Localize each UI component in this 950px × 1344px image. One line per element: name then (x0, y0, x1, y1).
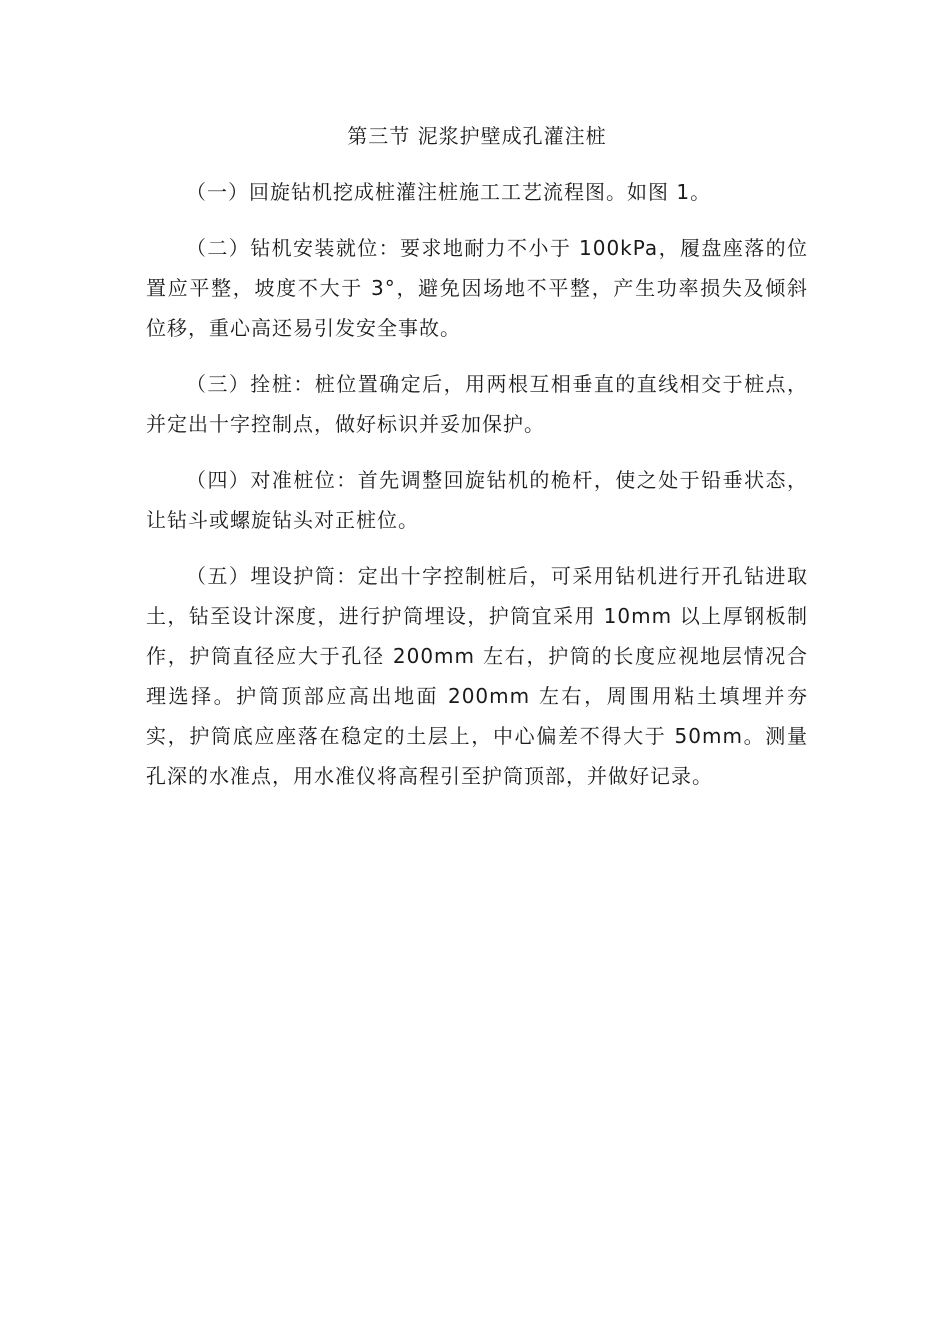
section-title: 第三节 泥浆护壁成孔灌注桩 (347, 124, 607, 148)
paragraph-2: （二）钻机安装就位：要求地耐力不小于 100kPa，履盘座落的位置应平整，坡度不大于 3°，避免因场地不平整，产生功率损失及倾斜位移，重心高还易引发安全事故。 (146, 236, 808, 340)
paragraph-4: （四）对准桩位：首先调整回旋钻机的桅杆，使之处于铅垂状态，让钻斗或螺旋钻头对正桩位。 (146, 468, 808, 532)
document-body (146, 116, 808, 796)
paragraph-1: （一）回旋钻机挖成桩灌注桩施工工艺流程图。如图 1。 (186, 180, 712, 204)
paragraph-5: （五）埋设护筒：定出十字控制桩后，可采用钻机进行开孔钻进取土，钻至设计深度，进行护筒埋设，护筒宜采用 10mm 以上厚钢板制作，护筒直径应大于孔径 200mm 左右，护筒的长度应视地层情况合理选择。护筒顶部应高出地面 200mm 左右，周围用粘土填埋并夯实，护筒底应座落在稳定的土层上，中心偏差不得大于 50mm。测量孔深的水准点，用水准仪将高程引至护筒顶部，并做好记录。 (146, 564, 808, 788)
paragraph-3: （三）拴桩：桩位置确定后，用两根互相垂直的直线相交于桩点，并定出十字控制点，做好标识并妥加保护。 (146, 372, 808, 436)
